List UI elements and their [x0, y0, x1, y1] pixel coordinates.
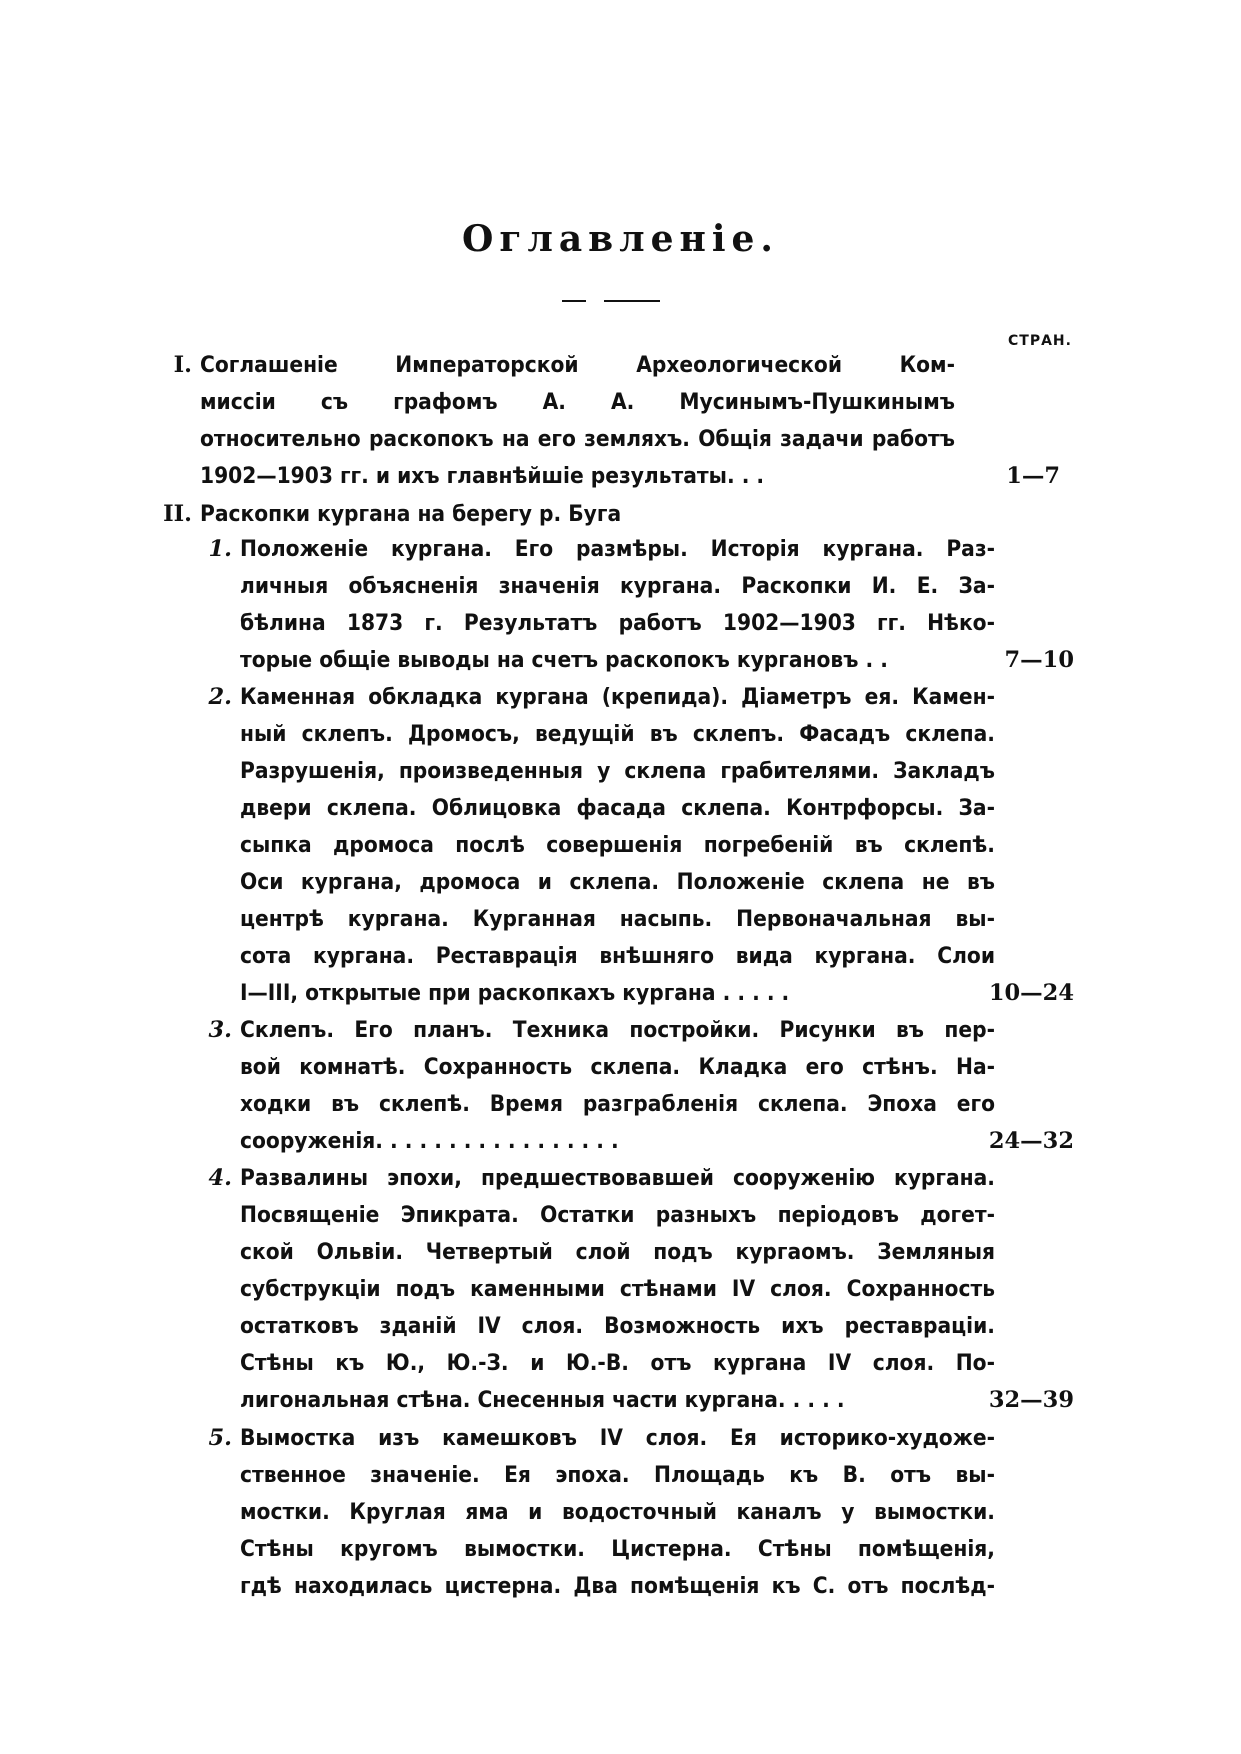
entry-line: Оси кургана, дромоса и склепа. Положеніе склепа не въ — [240, 869, 995, 895]
entry-line: гдѣ находилась цистерна. Два помѣщенія къ С. отъ послѣд- — [240, 1573, 995, 1599]
entry-pages: 1—7 — [1006, 463, 1060, 489]
entry-line: лигональная стѣна. Снесенныя части кургана. . . . . — [240, 1387, 845, 1413]
entry-line: Стѣны кругомъ вымостки. Цистерна. Стѣны помѣщенія, — [240, 1536, 995, 1562]
entry-line: торые общіе выводы на счетъ раскопокъ кургановъ . . — [240, 647, 888, 673]
entry-number: 2. — [208, 684, 232, 710]
entry-line: 1902—1903 гг. и ихъ главнѣйшіе результаты. . . — [200, 463, 765, 489]
entry-line: ный склепъ. Дромосъ, ведущій въ склепъ. Фасадъ склепа. — [240, 721, 995, 747]
entry-line: сооруженія. . . . . . . . . . . . . . . . . — [240, 1128, 619, 1154]
entry-line: бѣлина 1873 г. Результатъ работъ 1902—1903 гг. Нѣко- — [240, 610, 995, 636]
toc-entry-2-3 — [208, 1012, 995, 1160]
entry-pages: 10—24 — [988, 980, 1074, 1006]
entry-line: Раскопки кургана на берегу р. Буга — [200, 501, 622, 527]
entry-number: 4. — [208, 1165, 232, 1191]
entry-line: личныя объясненія значенія кургана. Раскопки И. Е. За- — [240, 573, 995, 599]
entry-line: ходки въ склепѣ. Время разграбленія склепа. Эпоха его — [240, 1091, 995, 1117]
entry-line: ственное значеніе. Ея эпоха. Площадь къ В. отъ вы- — [240, 1462, 995, 1488]
entry-line: центрѣ кургана. Курганная насыпь. Первоначальная вы- — [240, 906, 995, 932]
entry-number: 5. — [208, 1425, 232, 1451]
entry-line: мостки. Круглая яма и водосточный каналъ у вымостки. — [240, 1499, 995, 1525]
page-title: Оглавленіе. — [462, 218, 779, 260]
entry-line: миссіи съ графомъ А. А. Мусинымъ-Пушкинымъ — [200, 389, 955, 415]
entry-pages: 7—10 — [1004, 647, 1074, 673]
toc-entry-2-5 — [208, 1420, 995, 1605]
toc-entry-2-1 — [208, 531, 995, 679]
entry-line: Развалины эпохи, предшествовавшей сооруженію кургана. — [240, 1165, 995, 1191]
entry-number: II. — [163, 501, 192, 527]
entry-line: Склепъ. Его планъ. Техника постройки. Рисунки въ пер- — [240, 1017, 995, 1043]
entry-number: 1. — [208, 536, 232, 562]
toc-entry-2-4 — [208, 1160, 995, 1419]
entry-line: остатковъ зданій IV слоя. Возможность ихъ реставраціи. — [240, 1313, 995, 1339]
entry-number: 3. — [208, 1017, 232, 1043]
entry-line: Посвященіе Эпикрата. Остатки разныхъ періодовъ догет- — [240, 1202, 995, 1228]
entry-line: Вымостка изъ камешковъ IV слоя. Ея историко-художе- — [240, 1425, 995, 1451]
entry-line: Положеніе кургана. Его размѣры. Исторія кургана. Раз- — [240, 536, 995, 562]
toc-entry-2 — [163, 496, 955, 533]
entry-pages: 24—32 — [988, 1128, 1074, 1154]
entry-number: I. — [173, 352, 192, 378]
entry-line: Стѣны къ Ю., Ю.-З. и Ю.-В. отъ кургана IV слоя. По- — [240, 1350, 995, 1376]
entry-line: субструкціи подъ каменными стѣнами IV слоя. Сохранность — [240, 1276, 995, 1302]
toc-entry-2-2 — [208, 679, 995, 1012]
toc-entry-1 — [173, 347, 955, 495]
title-rule-left — [562, 300, 586, 302]
entry-line: Соглашеніе Императорской Археологической Ком- — [200, 352, 955, 378]
entry-line: Разрушенія, произведенныя у склепа грабителями. Закладъ — [240, 758, 995, 784]
entry-line: сыпка дромоса послѣ совершенія погребеній въ склепѣ. — [240, 832, 995, 858]
entry-line: относительно раскопокъ на его земляхъ. Общія задачи работъ — [200, 426, 955, 452]
entry-line: I—III, открытые при раскопкахъ кургана . . . . . — [240, 980, 790, 1006]
page-column-header: СТРАН. — [1008, 333, 1072, 349]
entry-line: вой комнатѣ. Сохранность склепа. Кладка его стѣнъ. На- — [240, 1054, 995, 1080]
entry-line: двери склепа. Облицовка фасада склепа. Контрфорсы. За- — [240, 795, 995, 821]
title-rule-right — [604, 300, 660, 302]
entry-line: ской Ольвіи. Четвертый слой подъ кургаомъ. Земляныя — [240, 1239, 995, 1265]
entry-line: Каменная обкладка кургана (крепида). Діаметръ ея. Камен- — [240, 684, 995, 710]
entry-line: сота кургана. Реставрація внѣшняго вида кургана. Слои — [240, 943, 995, 969]
entry-pages: 32—39 — [988, 1387, 1074, 1413]
